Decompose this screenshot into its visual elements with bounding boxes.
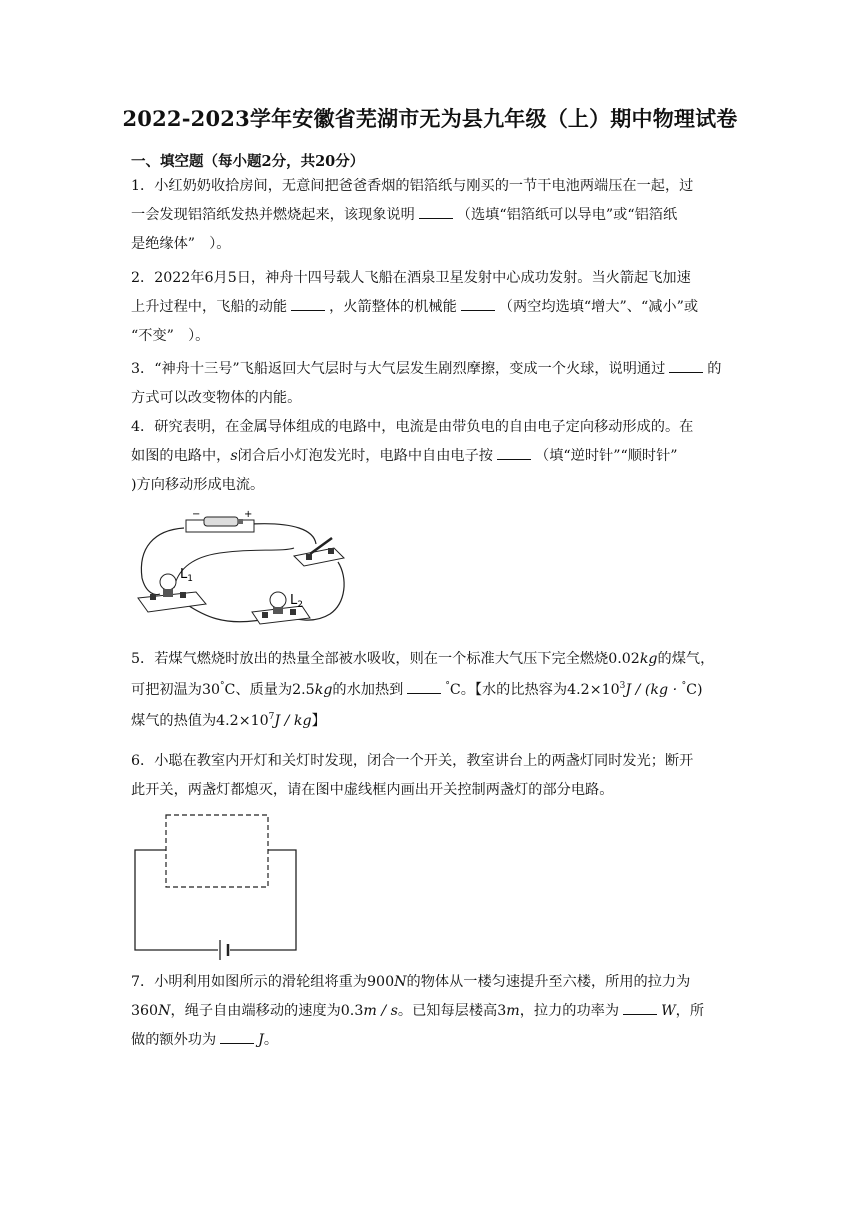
q1-line-2: 一会发现铝箔纸发热并燃烧起来，该现象说明 （选填“铝箔纸可以导电”或“铝箔纸 (131, 201, 731, 230)
question-7 (131, 968, 731, 1055)
switch-icon (294, 538, 344, 566)
bulb-l1-label: $L_1$ (180, 567, 193, 584)
circuit-figure-q6 (130, 810, 302, 960)
battery-icon (204, 517, 238, 526)
question-5 (131, 644, 731, 737)
q5-line-3: 煤气的热值为$4.2\times 10^7J$ / kg】 (131, 712, 326, 729)
answer-blank[interactable] (291, 296, 325, 311)
battery-plus-label: + (244, 509, 253, 520)
bulb-l1-icon (138, 574, 206, 612)
q1-line-3: 是绝缘体” ）。 (131, 236, 231, 252)
dashed-answer-box[interactable] (166, 815, 268, 887)
question-1 (131, 172, 731, 259)
circuit-figure-q4 (134, 508, 356, 636)
answer-blank[interactable] (419, 204, 453, 219)
section-heading-fill-in: 一、填空题（每小题2分，共20分） (131, 153, 365, 170)
answer-blank[interactable] (407, 679, 441, 694)
q4-line-3: )方向移动形成电流。 (131, 477, 265, 493)
answer-blank[interactable] (461, 296, 495, 311)
q6-line-1: 6．小聪在教室内开灯和关灯时发现，闭合一个开关，教室讲台上的两盏灯同时发光；断开 (131, 753, 694, 769)
q5-line-2: 可把初温为30°C、质量为2.5kg的水加热到 °C。【水的比热容为$4.2\times 10^3J / (kg \cdot ^\circ C)$ (131, 681, 703, 698)
question-2 (131, 264, 731, 351)
exam-title: 2022-2023学年安徽省芜湖市无为县九年级（上）期中物理试卷 (122, 106, 738, 131)
q3-line-1: 3．“神舟十三号”飞船返回大气层时与大气层发生剧烈摩擦，变成一个火球，说明通过 的 (131, 355, 731, 384)
q7-line-3: 做的额外功为 J。 (131, 1026, 731, 1055)
q2-line-3: “不变” ）。 (131, 328, 210, 344)
q2-line-2: 上升过程中，飞船的动能 ，火箭整体的机械能 （两空均选填“增大”、“减小”或 (131, 293, 731, 322)
q5-line-1: 5．若煤气燃烧时放出的热量全部被水吸收，则在一个标准大气压下完全燃烧0.02kg的煤气， (131, 651, 715, 667)
q2-line-1: 2．2022年6月5日，神舟十四号载人飞船在酒泉卫星发射中心成功发射。当火箭起飞加速 (131, 270, 691, 286)
answer-blank[interactable] (669, 358, 703, 373)
battery-minus-label: − (192, 509, 201, 520)
q7-line-1: 7．小明利用如图所示的滑轮组将重为900N的物体从一楼匀速提升至六楼，所用的拉力为 (131, 974, 691, 990)
question-3 (131, 355, 731, 413)
q7-line-2: 360N，绳子自由端移动的速度为0.3m / s。已知每层楼高3m，拉力的功率为 W，所 (131, 997, 731, 1026)
answer-blank[interactable] (497, 445, 531, 460)
answer-blank[interactable] (220, 1029, 254, 1044)
answer-blank[interactable] (623, 1000, 657, 1015)
q3-line-2: 方式可以改变物体的内能。 (131, 390, 302, 406)
question-6 (131, 747, 731, 805)
question-4 (131, 413, 731, 500)
q6-line-2: 此开关，两盏灯都熄灭，请在图中虚线框内画出开关控制两盏灯的部分电路。 (131, 782, 614, 798)
q4-line-2: 如图的电路中，s闭合后小灯泡发光时，电路中自由电子按 （填“逆时针”“顺时针” (131, 442, 731, 471)
q4-line-1: 4．研究表明，在金属导体组成的电路中，电流是由带负电的自由电子定向移动形成的。在 (131, 419, 694, 435)
battery-icon (220, 940, 228, 960)
q1-line-1: 1．小红奶奶收拾房间，无意间把爸爸香烟的铝箔纸与刚买的一节干电池两端压在一起，过 (131, 178, 694, 194)
bulb-l2-label: $L_2$ (290, 593, 303, 610)
